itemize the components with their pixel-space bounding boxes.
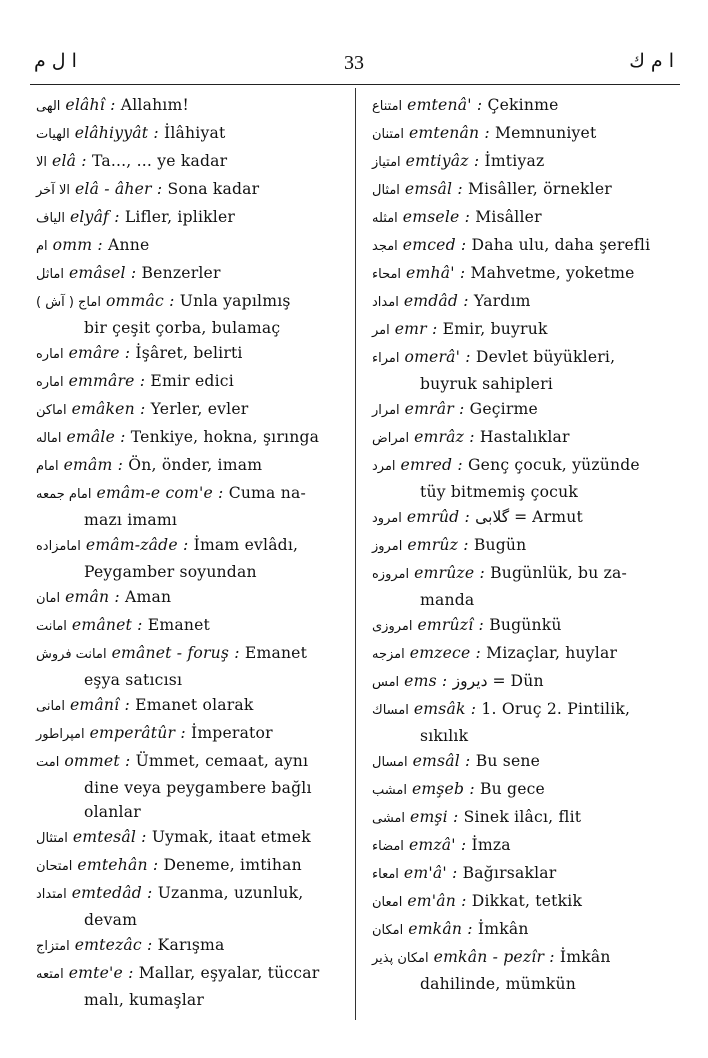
entry-definition: Yardım (473, 292, 531, 310)
dictionary-entry (372, 316, 672, 344)
entry-definition: Sona kadar (167, 180, 260, 198)
entry-arabic-script: امام (36, 459, 59, 474)
entry-arabic-script: الیاف (36, 211, 65, 226)
right-column (372, 92, 672, 996)
dictionary-entry (372, 288, 672, 316)
dictionary-entry (372, 748, 672, 776)
entry-definition: Bağırsaklar (462, 864, 557, 882)
entry-arabic-script: امعان (372, 895, 403, 910)
entry-arabic-script: اماله (36, 431, 62, 446)
entry-headword: omerâ' : (404, 348, 471, 366)
header-left-guide-letters: ا ل م (34, 50, 77, 72)
entry-arabic-script: الهی (36, 99, 61, 114)
dictionary-entry (372, 804, 672, 832)
entry-arabic-script: امرود (372, 511, 402, 526)
entry-definition: İşâret, belirti (135, 344, 243, 362)
dictionary-entry (36, 720, 354, 748)
dictionary-entry (372, 232, 672, 260)
dictionary-entry (372, 860, 672, 888)
dictionary-entry (372, 92, 672, 120)
entry-definition: دیروز = Dün (452, 672, 544, 690)
entry-definition: Unla yapılmış (179, 292, 291, 310)
dictionary-entry (36, 532, 354, 584)
entry-arabic-script: الا (36, 155, 48, 170)
entry-definition: Hastalıklar (479, 428, 570, 446)
entry-definition: İlâhiyat (164, 124, 226, 142)
entry-arabic-script: امتحان (36, 859, 73, 874)
entry-arabic-script: امانت (36, 619, 67, 634)
entry-arabic-script: امتثال (36, 831, 68, 846)
entry-definition: Misâller, örnekler (468, 180, 612, 198)
dictionary-entry (372, 776, 672, 804)
entry-definition-continued: Peygamber soyundan (84, 563, 257, 581)
entry-arabic-script: امتناع (372, 99, 403, 114)
entry-headword: emmâre : (68, 372, 146, 390)
dictionary-entry (36, 260, 354, 288)
entry-headword: emzâ' : (408, 836, 467, 854)
entry-headword: elâ - âher : (74, 180, 163, 198)
entry-definition-continued: sıkılık (420, 727, 469, 745)
entry-definition: İmkân (559, 948, 611, 966)
entry-headword: emtenâ' : (407, 96, 483, 114)
entry-arabic-script: امرار (372, 403, 400, 418)
entry-headword: emşeb : (411, 780, 475, 798)
entry-definition: Ön, önder, imam (128, 456, 263, 474)
entry-headword: elâ : (52, 152, 87, 170)
entry-definition: Daha ulu, daha şerefli (471, 236, 651, 254)
entry-headword: emtiyâz : (405, 152, 480, 170)
dictionary-entry (372, 452, 672, 504)
left-column (36, 92, 354, 1012)
entry-arabic-script: امثله (372, 211, 398, 226)
entry-headword: emâken : (71, 400, 146, 418)
entry-arabic-script: امام جمعه (36, 487, 92, 502)
dictionary-entry (372, 532, 672, 560)
entry-arabic-script: امتعه (36, 967, 64, 982)
entry-arabic-script: امروزی (372, 619, 413, 634)
entry-arabic-script: امامزاده (36, 539, 81, 554)
entry-headword: emânî : (70, 696, 130, 714)
dictionary-entry (36, 748, 354, 824)
entry-arabic-script: امعاء (372, 867, 399, 882)
entry-headword: emâm-e com'e : (96, 484, 224, 502)
entry-definition: Emanet olarak (135, 696, 254, 714)
entry-headword: emhâ' : (406, 264, 466, 282)
entry-arabic-script: امسال (372, 755, 408, 770)
entry-arabic-script: امتداد (36, 887, 67, 902)
dictionary-entry (372, 944, 672, 996)
dictionary-entry (372, 504, 672, 532)
entry-definition: Emanet (147, 616, 210, 634)
dictionary-entry (36, 424, 354, 452)
entry-headword: emred : (400, 456, 463, 474)
entry-definition: گلابی = Armut (475, 508, 583, 526)
dictionary-entry (36, 288, 354, 340)
entry-definition-continued: eşya satıcısı (84, 671, 183, 689)
entry-definition: Lifler, iplikler (124, 208, 236, 226)
dictionary-entry (372, 396, 672, 424)
entry-definition: Bu gece (479, 780, 545, 798)
entry-arabic-script: امثال (372, 183, 400, 198)
entry-definition: Anne (108, 236, 150, 254)
entry-headword: emşi : (410, 808, 459, 826)
entry-definition-continued: buyruk sahipleri (420, 375, 553, 393)
entry-headword: elâhiyyât : (74, 124, 159, 142)
entry-arabic-script: امتیاز (372, 155, 401, 170)
entry-definition: Bugünkü (489, 616, 562, 634)
entry-definition: Uzanma, uzunluk, (157, 884, 304, 902)
entry-headword: ommâc : (105, 292, 175, 310)
entry-definition: Genç çocuk, yüzünde (468, 456, 640, 474)
dictionary-entry (36, 880, 354, 932)
entry-definition: Memnuniyet (495, 124, 597, 142)
entry-definition: Deneme, imtihan (163, 856, 302, 874)
entry-definition: Misâller (475, 208, 542, 226)
entry-definition-continued: devam (84, 911, 138, 929)
dictionary-entry (36, 584, 354, 612)
entry-headword: emâsel : (69, 264, 137, 282)
entry-arabic-script: اماره (36, 347, 64, 362)
dictionary-entry (372, 696, 672, 748)
entry-headword: emtehân : (77, 856, 159, 874)
entry-headword: emân : (65, 588, 120, 606)
entry-arabic-script: امراض (372, 431, 410, 446)
dictionary-entry (36, 396, 354, 424)
entry-definition: Mizaçlar, huylar (486, 644, 618, 662)
entry-arabic-script: امكان (372, 923, 404, 938)
entry-arabic-script: اماره (36, 375, 64, 390)
entry-headword: emperâtûr : (89, 724, 186, 742)
entry-arabic-script: امروزه (372, 567, 410, 582)
entry-definition: Çekinme (487, 96, 559, 114)
entry-definition: Devlet büyükleri, (475, 348, 616, 366)
dictionary-entry (36, 120, 354, 148)
entry-headword: emâle : (66, 428, 126, 446)
entry-definition: Ta..., ... ye kadar (91, 152, 228, 170)
entry-arabic-script: امس (372, 675, 400, 690)
entry-headword: omm : (52, 236, 103, 254)
dictionary-entry (372, 204, 672, 232)
dictionary-entry (372, 832, 672, 860)
dictionary-entry (372, 120, 672, 148)
entry-definition: İmtiyaz (484, 152, 545, 170)
entry-definition: Mahvetme, yoketme (470, 264, 635, 282)
entry-headword: emsâk : (413, 700, 477, 718)
entry-arabic-script: امت (36, 755, 60, 770)
entry-definition: Aman (125, 588, 172, 606)
entry-headword: emrûz : (407, 536, 469, 554)
entry-arabic-script: ام (36, 239, 48, 254)
entry-arabic-script: امشب (372, 783, 407, 798)
entry-headword: emkân - pezîr : (433, 948, 555, 966)
entry-arabic-script: امساك (372, 703, 409, 718)
dictionary-entry (36, 692, 354, 720)
entry-arabic-script: اماثل (36, 267, 64, 282)
entry-definition: Allahım! (120, 96, 189, 114)
dictionary-entry (36, 824, 354, 852)
entry-headword: emr : (394, 320, 438, 338)
dictionary-entry (372, 424, 672, 452)
entry-arabic-script: اماج ( آش ) (36, 295, 101, 310)
header-right-guide-letters: ا م ك (629, 50, 674, 72)
entry-arabic-script: امشی (372, 811, 406, 826)
entry-headword: em'ân : (407, 892, 467, 910)
entry-headword: emtezâc : (74, 936, 153, 954)
dictionary-entry (36, 176, 354, 204)
entry-arabic-script: امانی (36, 699, 65, 714)
entry-definition-continued: mazı imamı (84, 511, 178, 529)
header-rule (30, 84, 680, 85)
entry-definition: Geçirme (469, 400, 538, 418)
dictionary-entry (36, 960, 354, 1012)
entry-headword: emrûzî : (417, 616, 485, 634)
entry-arabic-script: امان (36, 591, 61, 606)
entry-headword: emâre : (68, 344, 131, 362)
entry-definition: Yerler, evler (150, 400, 249, 418)
entry-definition-continued: manda (420, 591, 475, 609)
entry-arabic-script: امر (372, 323, 390, 338)
entry-arabic-script: امزجه (372, 647, 405, 662)
dictionary-entry (36, 204, 354, 232)
entry-headword: emâm-zâde : (85, 536, 189, 554)
entry-arabic-script: امانت فروش (36, 647, 107, 662)
entry-definition: Emir, buyruk (442, 320, 548, 338)
dictionary-entry (372, 640, 672, 668)
entry-headword: emkân : (408, 920, 473, 938)
entry-headword: emrâz : (414, 428, 475, 446)
entry-arabic-script: الا آخر (36, 183, 70, 198)
entry-arabic-script: امضاء (372, 839, 404, 854)
entry-definition: Emir edici (150, 372, 234, 390)
column-divider (355, 88, 356, 1020)
entry-arabic-script: امرد (372, 459, 396, 474)
entry-definition: Bu sene (475, 752, 541, 770)
entry-definition: İmkân (477, 920, 529, 938)
entry-headword: emrûze : (414, 564, 485, 582)
entry-headword: emzece : (409, 644, 481, 662)
entry-definition: Ümmet, cemaat, aynı (135, 752, 309, 770)
dictionary-entry (372, 560, 672, 612)
entry-definition: İmam evlâdı, (193, 536, 299, 554)
entry-headword: emsâl : (412, 752, 471, 770)
entry-arabic-script: الهیات (36, 127, 70, 142)
entry-headword: elyâf : (69, 208, 120, 226)
entry-definition: Benzerler (141, 264, 221, 282)
dictionary-entry (372, 916, 672, 944)
entry-definition: Mallar, eşyalar, tüccar (138, 964, 320, 982)
entry-definition: 1. Oruç 2. Pintilik, (481, 700, 631, 718)
entry-headword: ems : (404, 672, 448, 690)
page-number: 33 (344, 52, 364, 74)
entry-headword: emtenân : (408, 124, 490, 142)
entry-arabic-script: امراء (372, 351, 400, 366)
entry-arabic-script: امتنان (372, 127, 404, 142)
dictionary-entry (36, 640, 354, 692)
dictionary-entry (372, 612, 672, 640)
dictionary-entry (372, 668, 672, 696)
entry-headword: emâm : (63, 456, 124, 474)
entry-arabic-script: امپراطور (36, 727, 85, 742)
entry-arabic-script: امجد (372, 239, 398, 254)
entry-definition: Sinek ilâcı, flit (463, 808, 582, 826)
dictionary-entry (36, 340, 354, 368)
entry-definition-continued: malı, kumaşlar (84, 991, 205, 1009)
entry-headword: emrâr : (404, 400, 465, 418)
dictionary-entry (372, 888, 672, 916)
entry-arabic-script: امكان پذیر (372, 951, 429, 966)
entry-arabic-script: امحاء (372, 267, 402, 282)
entry-definition: Emanet (244, 644, 308, 662)
dictionary-entry (372, 176, 672, 204)
dictionary-entry (36, 612, 354, 640)
entry-definition: Cuma na- (228, 484, 306, 502)
entry-definition-continued: tüy bitmemiş çocuk (420, 483, 579, 501)
dictionary-entry (36, 852, 354, 880)
entry-headword: emtesâl : (72, 828, 147, 846)
entry-arabic-script: اماكن (36, 403, 67, 418)
entry-definition: Bugünlük, bu za- (490, 564, 628, 582)
entry-headword: emânet - foruş : (111, 644, 240, 662)
entry-arabic-script: امتزاج (36, 939, 70, 954)
entry-definition: İmza (471, 836, 511, 854)
dictionary-entry (36, 932, 354, 960)
dictionary-entry (36, 452, 354, 480)
dictionary-entry (36, 92, 354, 120)
entry-headword: elâhî : (65, 96, 116, 114)
entry-headword: emsâl : (404, 180, 463, 198)
entry-headword: emânet : (71, 616, 143, 634)
dictionary-entry (372, 148, 672, 176)
entry-definition: Dikkat, tetkik (471, 892, 583, 910)
entry-definition-continued: dine veya peygambere bağlı olanlar (84, 779, 312, 821)
dictionary-entry (36, 148, 354, 176)
entry-headword: emtedâd : (71, 884, 153, 902)
entry-arabic-script: امروز (372, 539, 403, 554)
entry-definition: Uymak, itaat etmek (151, 828, 311, 846)
entry-headword: emced : (402, 236, 467, 254)
entry-definition: Tenkiye, hokna, şırınga (130, 428, 320, 446)
dictionary-entry (372, 344, 672, 396)
dictionary-entry (36, 368, 354, 396)
entry-headword: emsele : (402, 208, 471, 226)
entry-arabic-script: امداد (372, 295, 399, 310)
dictionary-entry (36, 232, 354, 260)
entry-definition-continued: bir çeşit çorba, bulamaç (84, 319, 281, 337)
entry-headword: emte'e : (68, 964, 134, 982)
entry-headword: emrûd : (406, 508, 470, 526)
entry-headword: emdâd : (403, 292, 469, 310)
entry-headword: em'â' : (403, 864, 458, 882)
entry-definition-continued: dahilinde, mümkün (420, 975, 577, 993)
entry-definition: Karışma (157, 936, 225, 954)
entry-headword: ommet : (64, 752, 131, 770)
entry-definition: İmperator (190, 724, 273, 742)
dictionary-entry (372, 260, 672, 288)
dictionary-entry (36, 480, 354, 532)
entry-definition: Bugün (473, 536, 527, 554)
